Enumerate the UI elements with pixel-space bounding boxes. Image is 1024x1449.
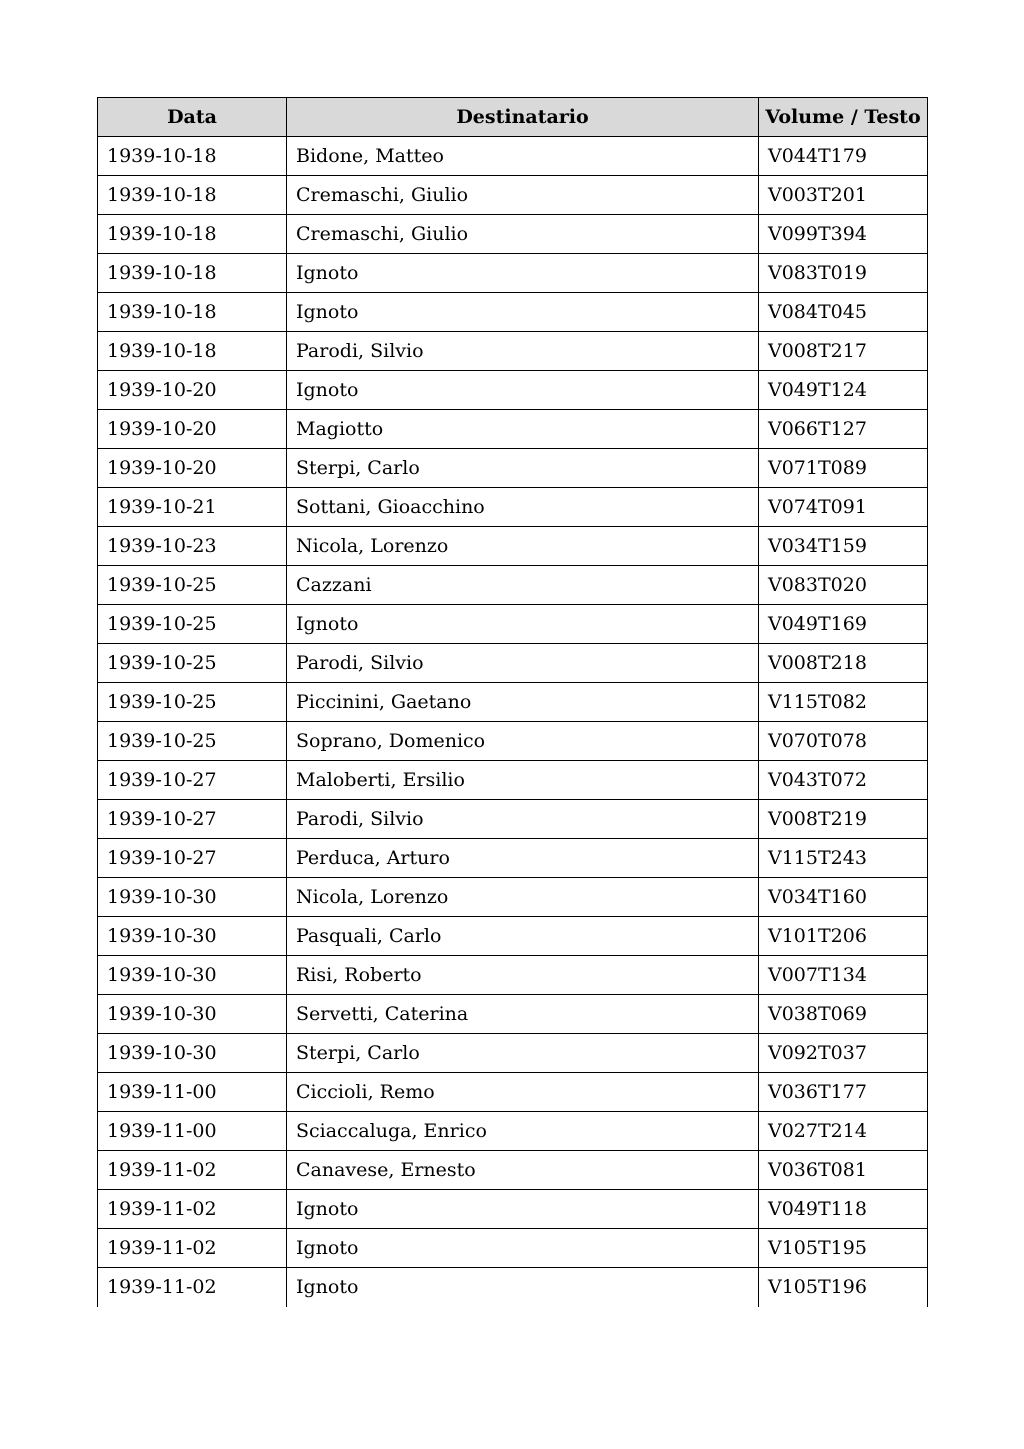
cell-date: 1939-11-02	[98, 1151, 287, 1190]
cell-volume: V066T127	[759, 410, 928, 449]
table-row	[98, 371, 928, 410]
cell-volume: V027T214	[759, 1112, 928, 1151]
table-row	[98, 683, 928, 722]
table-row	[98, 215, 928, 254]
cell-recipient: Nicola, Lorenzo	[287, 527, 759, 566]
cell-volume: V071T089	[759, 449, 928, 488]
header-date: Data	[98, 98, 287, 137]
table-body	[98, 137, 928, 1307]
cell-recipient: Parodi, Silvio	[287, 332, 759, 371]
cell-recipient: Servetti, Caterina	[287, 995, 759, 1034]
cell-date: 1939-10-18	[98, 137, 287, 176]
cell-recipient: Sottani, Gioacchino	[287, 488, 759, 527]
cell-date: 1939-11-02	[98, 1229, 287, 1268]
table-row	[98, 137, 928, 176]
cell-date: 1939-10-18	[98, 176, 287, 215]
cell-recipient: Ignoto	[287, 371, 759, 410]
table-row	[98, 527, 928, 566]
cell-volume: V105T196	[759, 1268, 928, 1307]
table-row	[98, 332, 928, 371]
cell-recipient: Bidone, Matteo	[287, 137, 759, 176]
cell-date: 1939-10-18	[98, 215, 287, 254]
cell-volume: V115T243	[759, 839, 928, 878]
cell-date: 1939-10-18	[98, 293, 287, 332]
cell-volume: V105T195	[759, 1229, 928, 1268]
cell-volume: V115T082	[759, 683, 928, 722]
cell-volume: V049T118	[759, 1190, 928, 1229]
cell-date: 1939-10-25	[98, 644, 287, 683]
table-row	[98, 722, 928, 761]
cell-recipient: Ignoto	[287, 293, 759, 332]
table-row	[98, 566, 928, 605]
table-row	[98, 1190, 928, 1229]
cell-volume: V034T160	[759, 878, 928, 917]
cell-date: 1939-10-27	[98, 761, 287, 800]
header-recipient: Destinatario	[287, 98, 759, 137]
cell-volume: V049T124	[759, 371, 928, 410]
cell-recipient: Parodi, Silvio	[287, 800, 759, 839]
cell-volume: V074T091	[759, 488, 928, 527]
table-row	[98, 449, 928, 488]
cell-date: 1939-10-30	[98, 1034, 287, 1073]
cell-date: 1939-11-00	[98, 1112, 287, 1151]
cell-recipient: Parodi, Silvio	[287, 644, 759, 683]
table-row	[98, 1151, 928, 1190]
cell-date: 1939-10-30	[98, 878, 287, 917]
table-row	[98, 1112, 928, 1151]
cell-volume: V049T169	[759, 605, 928, 644]
cell-date: 1939-10-25	[98, 683, 287, 722]
cell-date: 1939-10-18	[98, 254, 287, 293]
table-row	[98, 1034, 928, 1073]
cell-recipient: Sterpi, Carlo	[287, 449, 759, 488]
table-row	[98, 410, 928, 449]
cell-date: 1939-10-27	[98, 800, 287, 839]
cell-volume: V036T177	[759, 1073, 928, 1112]
cell-date: 1939-11-02	[98, 1190, 287, 1229]
cell-recipient: Ignoto	[287, 605, 759, 644]
cell-recipient: Piccinini, Gaetano	[287, 683, 759, 722]
cell-volume: V008T218	[759, 644, 928, 683]
table-row	[98, 878, 928, 917]
cell-recipient: Ignoto	[287, 1190, 759, 1229]
cell-date: 1939-10-21	[98, 488, 287, 527]
cell-volume: V083T020	[759, 566, 928, 605]
cell-recipient: Sciaccaluga, Enrico	[287, 1112, 759, 1151]
table-row	[98, 254, 928, 293]
cell-recipient: Cremaschi, Giulio	[287, 215, 759, 254]
cell-volume: V007T134	[759, 956, 928, 995]
cell-date: 1939-10-20	[98, 371, 287, 410]
cell-date: 1939-10-30	[98, 956, 287, 995]
cell-volume: V034T159	[759, 527, 928, 566]
table-row	[98, 644, 928, 683]
table-row	[98, 839, 928, 878]
table-header-row	[98, 98, 928, 137]
cell-volume: V083T019	[759, 254, 928, 293]
cell-volume: V092T037	[759, 1034, 928, 1073]
cell-volume: V070T078	[759, 722, 928, 761]
cell-recipient: Cazzani	[287, 566, 759, 605]
cell-recipient: Ignoto	[287, 1229, 759, 1268]
cell-date: 1939-10-23	[98, 527, 287, 566]
cell-recipient: Sterpi, Carlo	[287, 1034, 759, 1073]
table-row	[98, 176, 928, 215]
table-row	[98, 761, 928, 800]
cell-date: 1939-10-25	[98, 605, 287, 644]
cell-recipient: Cremaschi, Giulio	[287, 176, 759, 215]
table-row	[98, 488, 928, 527]
cell-volume: V008T217	[759, 332, 928, 371]
cell-date: 1939-10-18	[98, 332, 287, 371]
cell-volume: V084T045	[759, 293, 928, 332]
document-page	[97, 97, 927, 1307]
header-volume: Volume / Testo	[759, 98, 928, 137]
table-row	[98, 293, 928, 332]
cell-recipient: Ciccioli, Remo	[287, 1073, 759, 1112]
table-row	[98, 605, 928, 644]
cell-recipient: Maloberti, Ersilio	[287, 761, 759, 800]
table-row	[98, 800, 928, 839]
table-row	[98, 995, 928, 1034]
cell-recipient: Canavese, Ernesto	[287, 1151, 759, 1190]
table-row	[98, 1268, 928, 1307]
cell-volume: V043T072	[759, 761, 928, 800]
cell-recipient: Soprano, Domenico	[287, 722, 759, 761]
table-row	[98, 917, 928, 956]
cell-recipient: Risi, Roberto	[287, 956, 759, 995]
cell-volume: V044T179	[759, 137, 928, 176]
cell-volume: V101T206	[759, 917, 928, 956]
cell-volume: V036T081	[759, 1151, 928, 1190]
cell-date: 1939-10-30	[98, 995, 287, 1034]
cell-date: 1939-11-02	[98, 1268, 287, 1307]
table-row	[98, 1073, 928, 1112]
cell-volume: V099T394	[759, 215, 928, 254]
cell-recipient: Ignoto	[287, 1268, 759, 1307]
cell-date: 1939-10-20	[98, 449, 287, 488]
cell-volume: V008T219	[759, 800, 928, 839]
cell-date: 1939-10-25	[98, 566, 287, 605]
cell-date: 1939-10-30	[98, 917, 287, 956]
cell-volume: V003T201	[759, 176, 928, 215]
cell-date: 1939-10-25	[98, 722, 287, 761]
cell-recipient: Ignoto	[287, 254, 759, 293]
cell-date: 1939-11-00	[98, 1073, 287, 1112]
table-row	[98, 956, 928, 995]
table-row	[98, 1229, 928, 1268]
cell-recipient: Pasquali, Carlo	[287, 917, 759, 956]
cell-recipient: Nicola, Lorenzo	[287, 878, 759, 917]
letters-table	[97, 97, 928, 1307]
cell-recipient: Magiotto	[287, 410, 759, 449]
cell-recipient: Perduca, Arturo	[287, 839, 759, 878]
cell-volume: V038T069	[759, 995, 928, 1034]
cell-date: 1939-10-27	[98, 839, 287, 878]
cell-date: 1939-10-20	[98, 410, 287, 449]
